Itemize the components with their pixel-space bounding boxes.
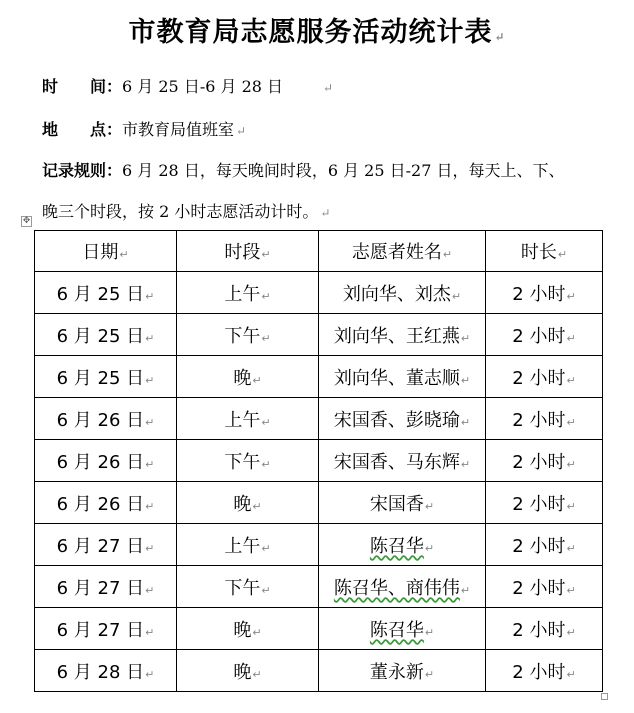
cell-names: 宋国香、马东辉↵ — [319, 440, 486, 482]
rule-text-2: 晚三个时段，按 2 小时志愿活动计时。 — [42, 202, 319, 221]
table-resize-handle[interactable] — [601, 693, 608, 700]
cell-names: 刘向华、刘杰↵ — [319, 272, 486, 314]
cell-period: 下午↵ — [177, 440, 319, 482]
cell-date: 6 月 25 日↵ — [35, 356, 177, 398]
cell-names: 宋国香↵ — [319, 482, 486, 524]
time-label: 时 间： — [42, 77, 123, 96]
cell-date: 6 月 26 日↵ — [35, 398, 177, 440]
header-volunteer-names: 志愿者姓名↵ — [319, 231, 486, 272]
cell-date: 6 月 27 日↵ — [35, 566, 177, 608]
paragraph-mark: ↵ — [494, 30, 506, 44]
table-header-row — [35, 231, 603, 272]
time-line — [42, 74, 333, 97]
cell-period: 下午↵ — [177, 314, 319, 356]
rule-text-1: 6 月 28 日，每天晚间时段，6 月 25 日-27 日，每天上、下、 — [122, 161, 565, 180]
paragraph-mark: ↵ — [236, 124, 247, 138]
cell-duration: 2 小时↵ — [486, 608, 603, 650]
table-row — [35, 356, 603, 398]
table-row — [35, 524, 603, 566]
cell-names: 宋国香、彭晓瑜↵ — [319, 398, 486, 440]
cell-date: 6 月 25 日↵ — [35, 272, 177, 314]
cell-duration: 2 小时↵ — [486, 356, 603, 398]
cell-names: 陈召华↵ — [319, 608, 486, 650]
place-line — [42, 117, 246, 140]
table-row — [35, 566, 603, 608]
table-row — [35, 608, 603, 650]
cell-names: 刘向华、王红燕↵ — [319, 314, 486, 356]
header-duration: 时长↵ — [486, 231, 603, 272]
cell-period: 晚↵ — [177, 482, 319, 524]
cell-date: 6 月 26 日↵ — [35, 482, 177, 524]
cell-period: 晚↵ — [177, 650, 319, 692]
cell-date: 6 月 26 日↵ — [35, 440, 177, 482]
cell-period: 下午↵ — [177, 566, 319, 608]
table-row — [35, 650, 603, 692]
time-value: 6 月 25 日-6 月 28 日 — [122, 77, 284, 96]
cell-names: 陈召华↵ — [319, 524, 486, 566]
cell-period: 上午↵ — [177, 398, 319, 440]
cell-date: 6 月 27 日↵ — [35, 524, 177, 566]
cell-period: 上午↵ — [177, 524, 319, 566]
header-date: 日期↵ — [35, 231, 177, 272]
cell-duration: 2 小时↵ — [486, 566, 603, 608]
cell-period: 晚↵ — [177, 608, 319, 650]
cell-duration: 2 小时↵ — [486, 482, 603, 524]
cell-duration: 2 小时↵ — [486, 440, 603, 482]
cell-duration: 2 小时↵ — [486, 650, 603, 692]
paragraph-mark: ↵ — [323, 81, 334, 95]
document-title: 市教育局志愿服务活动统计表 ↵ — [128, 17, 506, 48]
table-row — [35, 440, 603, 482]
cell-date: 6 月 25 日↵ — [35, 314, 177, 356]
cell-names: 陈召华、商伟伟↵ — [319, 566, 486, 608]
cell-duration: 2 小时↵ — [486, 314, 603, 356]
cell-duration: 2 小时↵ — [486, 524, 603, 566]
table-row — [35, 482, 603, 524]
cell-duration: 2 小时↵ — [486, 398, 603, 440]
table-row — [35, 314, 603, 356]
cell-date: 6 月 28 日↵ — [35, 650, 177, 692]
table-move-handle-icon[interactable]: ✥ — [22, 216, 31, 226]
cell-period: 晚↵ — [177, 356, 319, 398]
rule-line-1 — [42, 158, 564, 181]
cell-date: 6 月 27 日↵ — [35, 608, 177, 650]
cell-names: 董永新↵ — [319, 650, 486, 692]
rule-label: 记录规则： — [42, 161, 123, 180]
table-row — [35, 272, 603, 314]
volunteer-stats-table — [34, 230, 603, 692]
place-value: 市教育局值班室 — [122, 120, 235, 139]
cell-names: 刘向华、董志顺↵ — [319, 356, 486, 398]
cell-period: 上午↵ — [177, 272, 319, 314]
paragraph-mark: ↵ — [320, 206, 331, 220]
rule-line-2 — [42, 199, 330, 222]
header-period: 时段↵ — [177, 231, 319, 272]
cell-duration: 2 小时↵ — [486, 272, 603, 314]
table-row — [35, 398, 603, 440]
place-label: 地 点： — [42, 120, 123, 139]
